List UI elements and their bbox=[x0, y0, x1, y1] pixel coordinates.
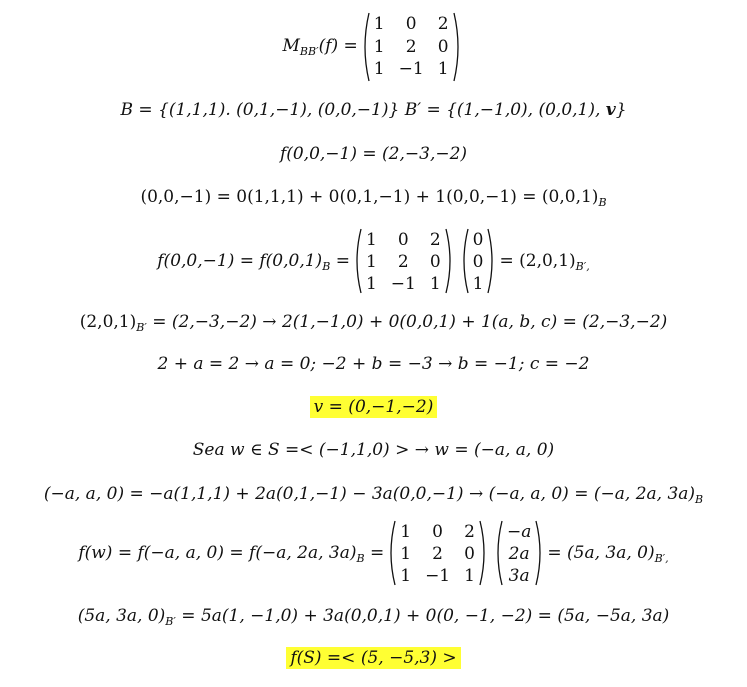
v-result-line bbox=[0, 396, 747, 418]
right-paren bbox=[445, 228, 455, 296]
matrix-m bbox=[360, 12, 463, 82]
matrix-cell: −1 bbox=[425, 566, 451, 586]
vector-cell: 2a bbox=[508, 544, 530, 564]
matrix-cell: 1 bbox=[373, 36, 385, 57]
matrix-cell: 1 bbox=[437, 59, 449, 80]
left-paren bbox=[360, 12, 370, 82]
matrix-m-cells bbox=[370, 12, 453, 82]
matrix-m-3-cells bbox=[396, 520, 479, 588]
matrix-cell: 1 bbox=[373, 59, 385, 80]
matrix-cell: 1 bbox=[429, 274, 441, 294]
f-mult-right: = (2,0,1) bbox=[499, 251, 576, 271]
matrix-cell: −1 bbox=[390, 274, 416, 294]
fw-multiplication bbox=[0, 520, 747, 588]
solve-line: 2 + a = 2 → a = 0; −2 + b = −3 → b = −1; c = −2 bbox=[157, 354, 590, 374]
basis-v: v bbox=[605, 100, 616, 120]
vector-001-cells bbox=[469, 228, 488, 296]
right-paren bbox=[487, 228, 497, 296]
matrix-cell: 1 bbox=[365, 252, 377, 272]
vector-cell: −a bbox=[506, 522, 532, 542]
matrix-cell: −1 bbox=[398, 59, 424, 80]
matrix-cell: 2 bbox=[432, 544, 443, 564]
matrix-definition bbox=[0, 12, 747, 82]
coords-left-sub: B′ bbox=[136, 321, 147, 334]
right-paren bbox=[535, 520, 545, 588]
final-line bbox=[0, 605, 747, 633]
matrix-cell: 1 bbox=[400, 566, 412, 586]
m-label-tail: (f) = bbox=[318, 36, 358, 56]
left-paren bbox=[459, 228, 469, 296]
w-combo-sub: B bbox=[695, 493, 704, 506]
vector-cell: 0 bbox=[472, 252, 484, 272]
matrix-cell: 0 bbox=[432, 522, 443, 542]
matrix-cell: 0 bbox=[405, 14, 417, 34]
bases-line bbox=[0, 99, 747, 121]
fw-eq: = bbox=[369, 543, 385, 563]
matrix-cell: 1 bbox=[400, 522, 412, 542]
matrix-cell: 2 bbox=[405, 36, 417, 57]
f-mult-right-sub: B′, bbox=[575, 260, 590, 273]
fw-left: f(w) = f(−a, a, 0) = f(−a, 2a, 3a) bbox=[78, 543, 357, 563]
m-label: M bbox=[282, 36, 300, 56]
matrix-cell: 2 bbox=[464, 522, 475, 542]
coords-line bbox=[0, 311, 747, 339]
bases-text: B = {(1,1,1). (0,1,−1), (0,0,−1)} B′ = {(1,−1,0), (0,0,1), bbox=[120, 100, 606, 120]
f-mult-left: f(0,0,−1) = f(0,0,1) bbox=[157, 251, 323, 271]
fw-right-sub: B′, bbox=[654, 552, 669, 565]
final-left: (5a, 3a, 0) bbox=[77, 606, 166, 626]
combo-sub: B bbox=[598, 196, 607, 209]
left-paren bbox=[386, 520, 396, 588]
fw-right: = (5a, 3a, 0) bbox=[547, 543, 655, 563]
matrix-m-3 bbox=[386, 520, 489, 588]
m-label-sub: BB′ bbox=[299, 45, 319, 58]
bases-close: } bbox=[615, 100, 627, 120]
matrix-cell: 1 bbox=[373, 14, 385, 34]
fs-result-line bbox=[0, 647, 747, 669]
fw-left-sub: B bbox=[356, 552, 365, 565]
matrix-cell: 1 bbox=[400, 544, 412, 564]
matrix-cell: 2 bbox=[397, 252, 409, 272]
sea-line: Sea w ∈ S =< (−1,1,0) > → w = (−a, a, 0) bbox=[192, 440, 555, 460]
vector-001 bbox=[459, 228, 498, 296]
matrix-cell: 0 bbox=[429, 252, 441, 272]
w-combo-line bbox=[0, 483, 747, 511]
matrix-cell: 0 bbox=[464, 544, 475, 564]
vector-a-cells bbox=[503, 520, 535, 588]
v-result: v = (0,−1,−2) bbox=[310, 396, 438, 418]
final-left-sub: B′ bbox=[165, 615, 176, 628]
matrix-cell: 2 bbox=[429, 230, 441, 250]
coords-rest: = (2,−3,−2) → 2(1,−1,0) + 0(0,0,1) + 1(a, b, c) = (2,−3,−2) bbox=[146, 312, 668, 332]
coords-left: (2,0,1) bbox=[79, 312, 137, 332]
left-paren bbox=[352, 228, 362, 296]
vector-cell: 3a bbox=[508, 566, 530, 586]
final-rest: = 5a(1, −1,0) + 3a(0,0,1) + 0(0, −1, −2) = (5a, −5a, 3a) bbox=[175, 606, 670, 626]
vector-a bbox=[493, 520, 545, 588]
matrix-m-2 bbox=[352, 228, 455, 296]
f-eval-line: f(0,0,−1) = (2,−3,−2) bbox=[279, 144, 468, 164]
matrix-m-2-cells bbox=[362, 228, 445, 296]
vector-cell: 1 bbox=[472, 274, 484, 294]
matrix-cell: 2 bbox=[437, 14, 449, 34]
matrix-cell: 0 bbox=[397, 230, 409, 250]
left-paren bbox=[493, 520, 503, 588]
right-paren bbox=[479, 520, 489, 588]
fs-result: f(S) =< (5, −5,3) > bbox=[286, 647, 460, 669]
f-mult-left-sub: B bbox=[322, 260, 331, 273]
matrix-cell: 0 bbox=[437, 36, 449, 57]
f-mult-eq: = bbox=[335, 251, 350, 271]
f-multiplication bbox=[0, 228, 747, 296]
w-combo-text: (−a, a, 0) = −a(1,1,1) + 2a(0,1,−1) − 3a(0,0,−1) → (−a, a, 0) = (−a, 2a, 3a) bbox=[43, 484, 696, 504]
combo-text: (0,0,−1) = 0(1,1,1) + 0(0,1,−1) + 1(0,0,−1) = (0,0,1) bbox=[140, 187, 599, 207]
matrix-cell: 1 bbox=[365, 230, 377, 250]
combo-line bbox=[0, 186, 747, 214]
matrix-cell: 1 bbox=[464, 566, 475, 586]
matrix-cell: 1 bbox=[365, 274, 377, 294]
right-paren bbox=[453, 12, 463, 82]
vector-cell: 0 bbox=[472, 230, 484, 250]
